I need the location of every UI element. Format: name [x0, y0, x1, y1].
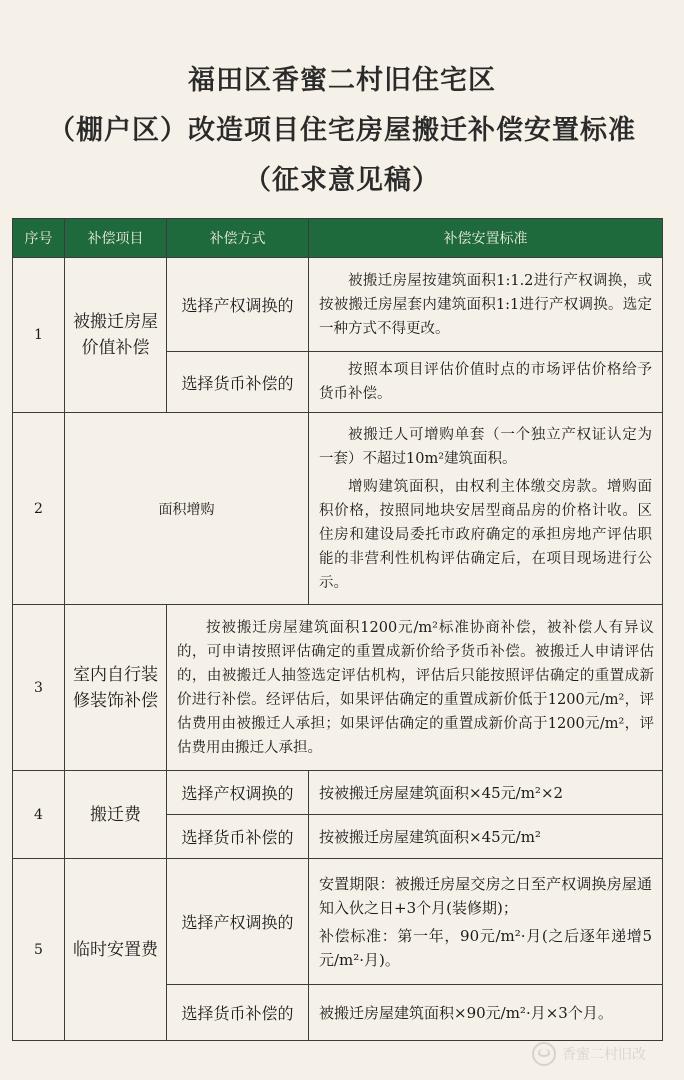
wechat-icon: [532, 1042, 556, 1066]
document-title-line1: 福田区香蜜二村旧住宅区: [188, 65, 496, 96]
document-title-line3: （征求意见稿）: [244, 165, 440, 196]
row5-way-a: 选择产权调换的: [167, 859, 309, 985]
row1-std-a-text: 被搬迁房屋按建筑面积1:1.2进行产权调换，或按被搬迁房屋套内建筑面积1:1进行产权调换。选定一种方式不得更改。: [319, 272, 652, 337]
table-row: [13, 771, 663, 815]
table-row: [13, 859, 663, 985]
row5-std-a1: 安置期限：被搬迁房屋交房之日至产权调换房屋通知入伙之日+3个月(装修期)；: [319, 874, 652, 917]
row4-num: 4: [13, 771, 65, 859]
row3-std: [167, 605, 663, 771]
row4-way-b: 选择货币补偿的: [167, 815, 309, 859]
row5-std-a2: 补偿标准：第一年，90元/m²·月(之后逐年递增5元/m²·月)。: [319, 926, 652, 969]
row2-std-p2: 增购建筑面积，由权利主体缴交房款。增购面积价格，按照同地块安居型商品房的价格计收。区住房和建设局委托市政府确定的承担房地产评估职能的非营利性机构评估确定后，在项目现场进行公示。: [319, 478, 652, 591]
compensation-table: [12, 218, 663, 1041]
table-row: [13, 258, 663, 352]
row2-std-p1: 被搬迁人可增购单套（一个独立产权证认定为一套）不超过10m²建筑面积。: [319, 426, 652, 467]
header-item: 补偿项目: [65, 219, 167, 258]
row5-item: 临时安置费: [65, 859, 167, 1041]
row1-std-a: [309, 258, 663, 352]
row4-std-a: 按被搬迁房屋建筑面积×45元/m²×2: [309, 771, 663, 815]
row5-std-a: [309, 859, 663, 985]
row5-num: 5: [13, 859, 65, 1041]
document-title-line2: （棚户区）改造项目住宅房屋搬迁补偿安置标准: [48, 115, 636, 146]
row1-way-a: 选择产权调换的: [167, 258, 309, 352]
watermark-text: 香蜜二村旧改: [562, 1047, 646, 1063]
row4-way-a: 选择产权调换的: [167, 771, 309, 815]
row1-std-b-text: 按照本项目评估价值时点的市场评估价格给予货币补偿。: [319, 362, 652, 402]
row3-num: 3: [13, 605, 65, 771]
row4-item: 搬迁费: [65, 771, 167, 859]
wechat-watermark: [532, 1042, 646, 1066]
row2-item: 面积增购: [65, 413, 309, 605]
row3-std-text: 按被搬迁房屋建筑面积1200元/m²标准协商补偿，被补偿人有异议的，可申请按照评估确定的重置成新价给予货币补偿。被搬迁人申请评估的，由被搬迁人抽签选定评估机构，评估后只能按照评估确定的重置成新价进行补偿。经评估后，如果评估确定的重置成新价低于1200元/m²，评估费用由被搬迁人承担；如果评估确定的重置成新价高于1200元/m²，评估费用由搬迁人承担。: [177, 619, 654, 756]
row2-std: [309, 413, 663, 605]
table-header-row: [13, 219, 663, 258]
row3-item: 室内自行装修装饰补偿: [65, 605, 167, 771]
row1-std-b: [309, 352, 663, 413]
header-standard: 补偿安置标准: [309, 219, 663, 258]
header-way: 补偿方式: [167, 219, 309, 258]
row5-std-b: 被搬迁房屋建筑面积×90元/m²·月×3个月。: [309, 985, 663, 1041]
row5-way-b: 选择货币补偿的: [167, 985, 309, 1041]
row2-num: 2: [13, 413, 65, 605]
row1-item: 被搬迁房屋价值补偿: [65, 258, 167, 413]
header-seq: 序号: [13, 219, 65, 258]
row1-way-b: 选择货币补偿的: [167, 352, 309, 413]
table-row: [13, 605, 663, 771]
table-row: [13, 413, 663, 605]
row1-num: 1: [13, 258, 65, 413]
row4-std-b: 按被搬迁房屋建筑面积×45元/m²: [309, 815, 663, 859]
